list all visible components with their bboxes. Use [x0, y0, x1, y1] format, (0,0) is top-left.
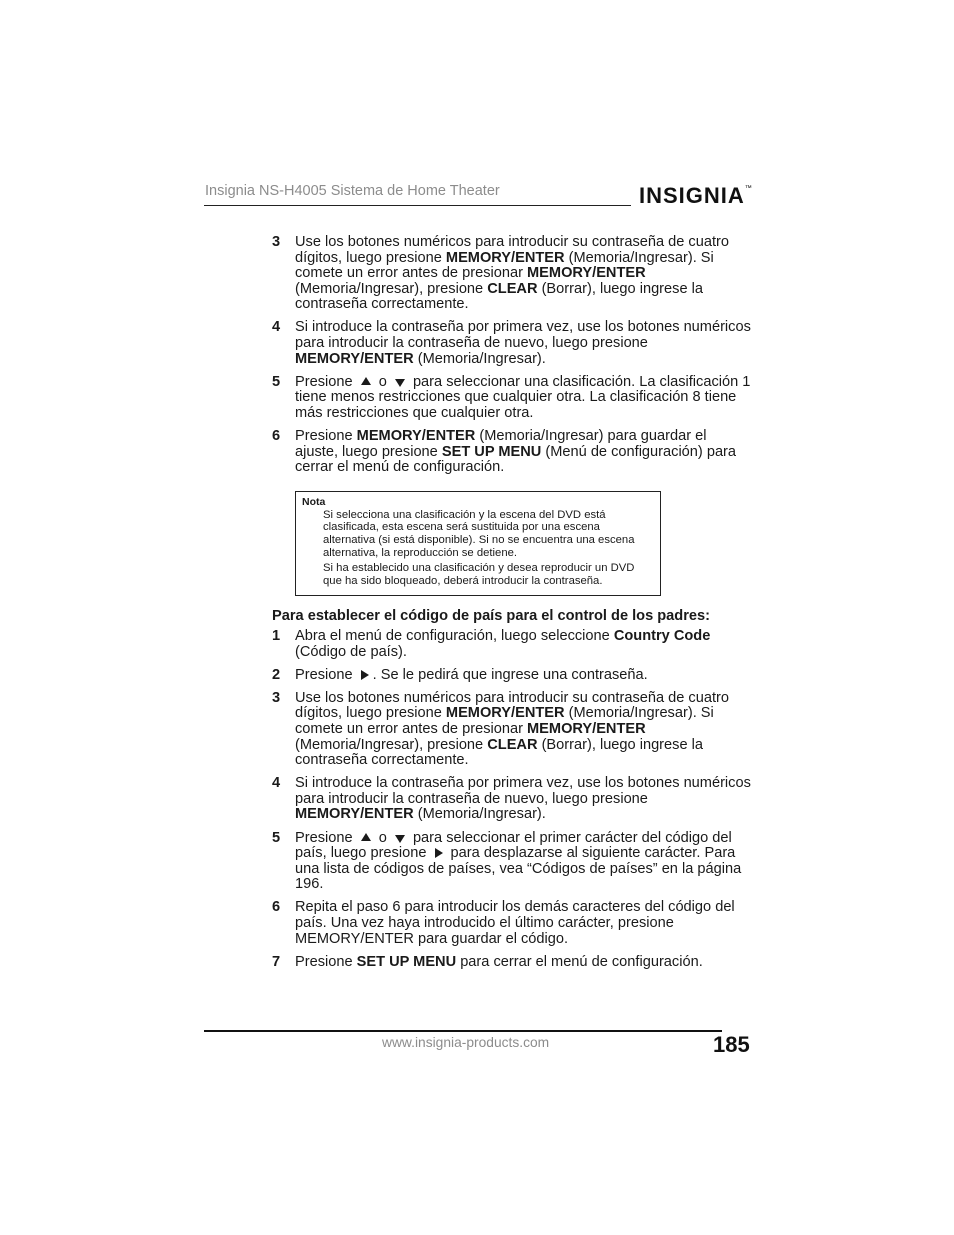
- button-name: MEMORY/ENTER: [356, 428, 476, 445]
- header-rule: [204, 205, 631, 206]
- text-run: Presione: [295, 666, 357, 683]
- insignia-logo: [639, 183, 752, 209]
- text-run: Use los botones numéricos para introducir su contraseña de cuatro dígitos, luego presione: [295, 234, 729, 266]
- text-run: Abra el menú de configuración, luego seleccione: [295, 627, 614, 644]
- trademark-mark: ™: [744, 185, 752, 192]
- up-arrow-icon: [361, 833, 371, 841]
- note-paragraph: Si selecciona una clasificación y la escena del DVD está clasificada, esta escena será sustituida por una escena alternativa (si está disponible). Si no se encuentra una escena alternativa, la reproducción se detiene.: [323, 508, 635, 559]
- footer-url: www.insignia-products.com: [382, 1035, 550, 1050]
- step-item: [272, 668, 752, 684]
- button-name: CLEAR: [487, 280, 538, 297]
- step-text: [295, 831, 752, 893]
- text-run: (Memoria/Ingresar).: [413, 806, 546, 823]
- text-run: (Memoria/Ingresar).: [413, 350, 546, 367]
- step-item: [272, 691, 752, 769]
- up-arrow-icon: [361, 377, 371, 385]
- step-number: 5: [272, 373, 281, 390]
- step-number: 4: [272, 319, 281, 336]
- text-run: Si introduce la contraseña por primera vez, use los botones numéricos para introducir la contraseña de nuevo, luego presione: [295, 319, 751, 352]
- button-name: MEMORY/ENTER: [295, 806, 414, 823]
- step-text: [295, 900, 752, 947]
- step-text: [295, 320, 752, 367]
- text-run: para seleccionar una clasificación. La clasificación 1 tiene menos restricciones que cualquier otra. La clasificación 8 tiene más restricciones que cualquier otra.: [295, 373, 751, 421]
- step-number: 6: [272, 428, 281, 445]
- text-run: Presione: [295, 428, 357, 445]
- step-text: [295, 375, 752, 422]
- down-arrow-icon: [395, 835, 405, 843]
- text-run: (Memoria/Ingresar), presione: [295, 280, 488, 297]
- step-number: 1: [272, 627, 281, 644]
- text-run: . Se le pedirá que ingrese una contraseña.: [372, 666, 648, 683]
- step-item: [272, 900, 752, 947]
- step-number: 3: [272, 234, 281, 250]
- text-run: para desplazarse al siguiente carácter. Para una lista de códigos de países, vea “Códigos de países” en la página 196.: [295, 845, 742, 893]
- down-arrow-icon: [395, 379, 405, 387]
- button-name: Country Code: [613, 627, 711, 644]
- button-name: SET UP MENU: [356, 953, 457, 970]
- text-run: (Memoria/Ingresar), presione: [295, 736, 488, 753]
- footer-rule: [204, 1030, 722, 1032]
- text-run: (Menú de configuración) para cerrar el menú de configuración.: [295, 443, 737, 476]
- step-number: 7: [272, 953, 281, 970]
- step-number: 2: [272, 666, 281, 683]
- step-text: [295, 668, 752, 684]
- step-item: [272, 629, 752, 660]
- step-item: [272, 955, 752, 971]
- button-name: SET UP MENU: [441, 443, 542, 460]
- button-name: MEMORY/ENTER: [445, 705, 565, 722]
- step-number: 4: [272, 775, 281, 792]
- section-heading: Para establecer el código de país para el control de los padres:: [272, 608, 710, 625]
- step-text: [295, 235, 752, 313]
- text-run: Repita el paso 6 para introducir los demás caracteres del código del país. Una vez haya introducido el último carácter, presione MEMORY/ENTER para guardar el código.: [295, 899, 735, 947]
- step-item: [272, 429, 752, 476]
- step-number: 3: [272, 689, 281, 706]
- text-run: (Código de país).: [295, 643, 407, 660]
- step-number: 5: [272, 829, 281, 846]
- step-text: [295, 955, 752, 971]
- text-run: Presione: [295, 373, 357, 390]
- step-item: [272, 235, 752, 313]
- right-arrow-icon: [435, 848, 443, 858]
- button-name: MEMORY/ENTER: [527, 720, 646, 737]
- logo-text: INSIGNIA: [639, 183, 745, 208]
- button-name: MEMORY/ENTER: [445, 249, 565, 266]
- step-text: [295, 691, 752, 769]
- button-name: MEMORY/ENTER: [295, 350, 414, 367]
- step-item: [272, 831, 752, 893]
- step-text: [295, 629, 752, 660]
- text-run: o: [374, 373, 391, 390]
- note-paragraph: Si ha establecido una clasificación y desea reproducir un DVD que ha sido bloqueado, deberá introducir la contraseña.: [323, 561, 635, 587]
- step-text: [295, 776, 752, 823]
- running-header-title: Insignia NS-H4005 Sistema de Home Theater: [205, 183, 500, 199]
- step-item: [272, 776, 752, 823]
- page-number: 185: [713, 1032, 750, 1057]
- step-item: [272, 320, 752, 367]
- text-run: Si introduce la contraseña por primera vez, use los botones numéricos para introducir la contraseña de nuevo, luego presione: [295, 775, 751, 807]
- steps-list-rating: [272, 235, 752, 476]
- text-run: (Memoria/Ingresar) para guardar el ajuste, luego presione: [295, 428, 707, 460]
- note-box: [295, 491, 661, 597]
- text-run: Presione: [295, 953, 357, 970]
- page-content: [272, 235, 752, 978]
- text-run: para cerrar el menú de configuración.: [456, 953, 703, 970]
- button-name: MEMORY/ENTER: [527, 265, 646, 282]
- text-run: Presione: [295, 829, 357, 846]
- step-number: 6: [272, 899, 281, 916]
- text-run: o: [374, 829, 391, 846]
- step-item: [272, 375, 752, 422]
- text-run: (Memoria/Ingresar). Si comete un error antes de presionar: [295, 249, 714, 282]
- step-text: [295, 429, 752, 476]
- text-run: Use los botones numéricos para introducir su contraseña de cuatro dígitos, luego presione: [295, 689, 729, 722]
- steps-list-country-code: [272, 629, 752, 970]
- text-run: (Memoria/Ingresar). Si comete un error antes de presionar: [295, 705, 714, 737]
- note-label: Nota: [302, 495, 326, 508]
- button-name: CLEAR: [487, 736, 538, 753]
- text-run: (Borrar), luego ingrese la contraseña correctamente.: [295, 736, 703, 769]
- text-run: para seleccionar el primer carácter del código del país, luego presione: [295, 829, 732, 862]
- right-arrow-icon: [361, 670, 369, 680]
- text-run: (Borrar), luego ingrese la contraseña correctamente.: [295, 280, 703, 313]
